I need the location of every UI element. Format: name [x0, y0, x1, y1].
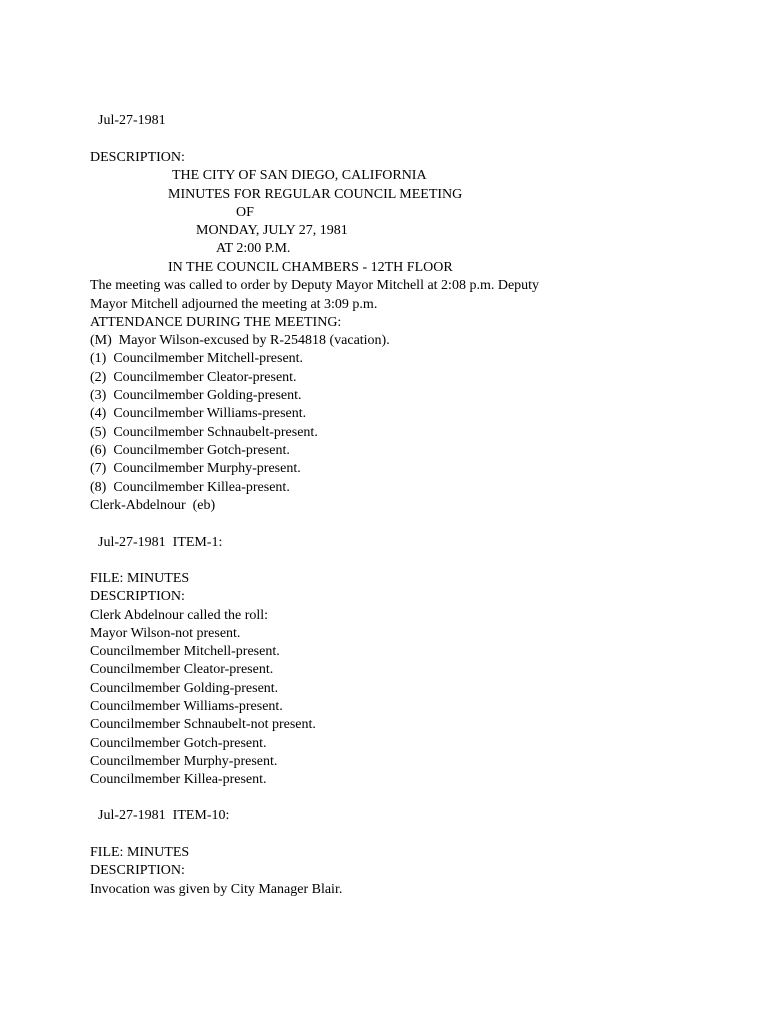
title-of: OF — [236, 205, 254, 220]
attendance-heading: ATTENDANCE DURING THE MEETING: — [90, 315, 342, 330]
attendance-item: (3) Councilmember Golding-present. — [90, 388, 302, 403]
file-label: FILE: MINUTES — [90, 571, 190, 586]
description-label: DESCRIPTION: — [90, 589, 185, 604]
roll-item: Councilmember Schnaubelt-not present. — [90, 717, 316, 732]
roll-item: Councilmember Gotch-present. — [90, 736, 267, 751]
attendance-item: (5) Councilmember Schnaubelt-present. — [90, 425, 318, 440]
body-line: Clerk Abdelnour called the roll: — [90, 608, 269, 623]
attendance-item: (1) Councilmember Mitchell-present. — [90, 351, 304, 366]
roll-item: Councilmember Williams-present. — [90, 699, 283, 714]
roll-item: Mayor Wilson-not present. — [90, 626, 241, 641]
attendance-item: (M) Mayor Wilson-excused by R-254818 (vacation). — [90, 333, 390, 348]
attendance-item: (6) Councilmember Gotch-present. — [90, 443, 290, 458]
roll-item: Councilmember Killea-present. — [90, 772, 267, 787]
title-date: MONDAY, JULY 27, 1981 — [196, 223, 348, 238]
attendance-item: (7) Councilmember Murphy-present. — [90, 461, 301, 476]
clerk-line: Clerk-Abdelnour (eb) — [90, 498, 216, 513]
date-header: Jul-27-1981 — [98, 113, 166, 128]
roll-item: Councilmember Mitchell-present. — [90, 644, 280, 659]
attendance-item: (4) Councilmember Williams-present. — [90, 406, 307, 421]
attendance-item: (8) Councilmember Killea-present. — [90, 480, 290, 495]
file-label: FILE: MINUTES — [90, 845, 190, 860]
title-city: THE CITY OF SAN DIEGO, CALIFORNIA — [172, 168, 427, 183]
title-time: AT 2:00 P.M. — [216, 241, 291, 256]
body-line: The meeting was called to order by Deputy Mayor Mitchell at 2:08 p.m. Deputy — [90, 278, 540, 293]
item-header: Jul-27-1981 ITEM-1: — [98, 535, 223, 550]
roll-item: Councilmember Golding-present. — [90, 681, 279, 696]
description-label: DESCRIPTION: — [90, 150, 185, 165]
roll-item: Councilmember Murphy-present. — [90, 754, 278, 769]
item-header: Jul-27-1981 ITEM-10: — [98, 808, 230, 823]
body-line: Invocation was given by City Manager Blair. — [90, 882, 343, 897]
title-minutes: MINUTES FOR REGULAR COUNCIL MEETING — [168, 187, 463, 202]
attendance-item: (2) Councilmember Cleator-present. — [90, 370, 297, 385]
roll-item: Councilmember Cleator-present. — [90, 662, 274, 677]
title-location: IN THE COUNCIL CHAMBERS - 12TH FLOOR — [168, 260, 453, 275]
body-line: Mayor Mitchell adjourned the meeting at 3:09 p.m. — [90, 297, 378, 312]
description-label: DESCRIPTION: — [90, 863, 185, 878]
